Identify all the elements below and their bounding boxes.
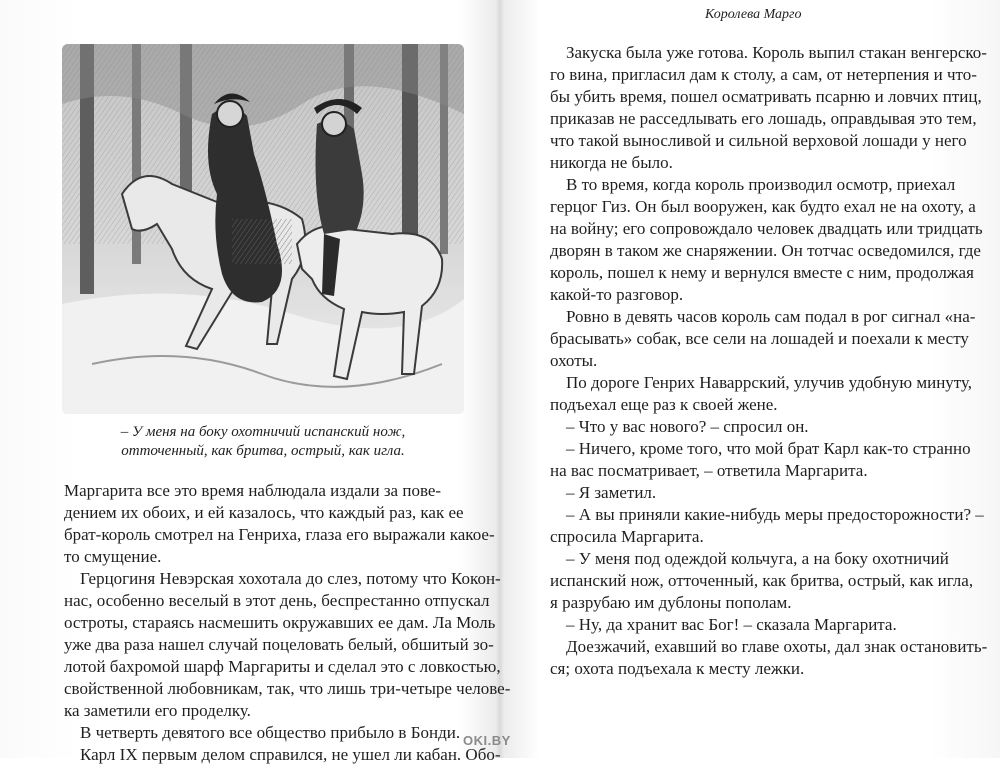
left-text-line: свойственной любовникам, так, что лишь три-четыре челове- <box>64 679 511 698</box>
left-text-line: Герцогиня Невэрская хохотала до слез, потому что Кокон- <box>80 569 501 588</box>
right-text-line: брасывать» собак, все сели на лошадей и поехали к месту <box>550 329 969 348</box>
illustration-caption-line-1: – У меня на боку охотничий испанский нож, <box>120 424 406 440</box>
right-text-line: что такой выносливой и сильной верховой лошади у него <box>550 131 967 150</box>
right-text-line: – А вы приняли какие-нибудь меры предосторожности? – <box>566 505 984 524</box>
right-text-line: герцог Гиз. Он был вооружен, как будто ехал не на охоту, а <box>550 197 976 216</box>
right-text-line: спросила Маргарита. <box>550 527 704 546</box>
right-text-line: – У меня под одеждой кольчуга, а на боку охотничий <box>566 549 949 568</box>
site-watermark: OKI.BY <box>463 733 511 748</box>
left-text-line: Карл IX первым делом справился, не ушел ли кабан. Обо- <box>80 745 501 764</box>
right-text-line: охоты. <box>550 351 598 370</box>
right-text-line: – Ничего, кроме того, что мой брат Карл как-то странно <box>566 439 971 458</box>
riders-engraving-icon <box>62 44 464 414</box>
right-text-line: ся; охота подъехала к месту лежки. <box>550 659 805 678</box>
right-text-line: приказав не расседлывать его лошадь, оправдывая это тем, <box>550 109 977 128</box>
right-text-line: бы убить время, пошел осматривать псарню и ловчих птиц, <box>550 87 982 106</box>
right-text-line: – Ну, да хранит вас Бог! – сказала Маргарита. <box>566 615 897 634</box>
right-text-line: я разрубаю им дублоны пополам. <box>550 593 792 612</box>
illustration-caption-line-2: отточенный, как бритва, острый, как игла. <box>121 443 405 459</box>
right-text-line: дворян в таком же снаряжении. Он тотчас осведомился, где <box>550 241 981 260</box>
left-text-line: дением их обоих, и ей казалось, что каждый раз, как ее <box>64 503 464 522</box>
right-text-line: Закуска была уже готова. Король выпил стакан венгерско- <box>566 43 987 62</box>
right-text-line: подъехал еще раз к своей жене. <box>550 395 778 414</box>
left-text-line: ка заметили его проделку. <box>64 701 251 720</box>
right-text-line: испанский нож, отточенный, как бритва, острый, как игла, <box>550 571 974 590</box>
left-text-line: то смущение. <box>64 547 162 566</box>
right-page <box>500 0 1000 758</box>
engraving-illustration <box>62 44 464 414</box>
left-text-line: уже два раза нашел случай поцеловать белый, обшитый зо- <box>64 635 494 654</box>
right-text-line: – Что у вас нового? – спросил он. <box>566 417 809 436</box>
right-text-line: Ровно в девять часов король сам подал в рог сигнал «на- <box>566 307 976 326</box>
right-text-line: – Я заметил. <box>566 483 657 502</box>
running-head: Королева Марго <box>705 7 802 22</box>
left-text-line: Маргарита все это время наблюдала издали за пове- <box>64 481 442 500</box>
left-text-line: В четверть девятого все общество прибыло в Бонди. <box>80 723 461 742</box>
right-text-line: Доезжачий, ехавший во главе охоты, дал знак остановить- <box>566 637 988 656</box>
left-text-line: лотой бахромой шарф Маргариты и сделал это с ловкостью, <box>64 657 501 676</box>
left-text-line: нас, особенно веселый в этот день, беспрестанно отпускал <box>64 591 490 610</box>
right-text-line: По дороге Генрих Наваррский, улучив удобную минуту, <box>566 373 973 392</box>
right-text-line: какой-то разговор. <box>550 285 684 304</box>
right-text-line: на войну; его сопровождало человек двадцать или тридцать <box>550 219 983 238</box>
right-text-line: на вас посматривает, – ответила Маргарита. <box>550 461 868 480</box>
right-text-line: В то время, когда король производил осмотр, приехал <box>566 175 956 194</box>
right-text-line: никогда не было. <box>550 153 673 172</box>
right-text-line: го вина, пригласил дам к столу, а сам, от нетерпения и что- <box>550 65 977 84</box>
left-text-line: брат-король смотрел на Генриха, глаза его выражали какое- <box>64 525 495 544</box>
right-text-line: король, пошел к нему и вернулся вместе с ним, продолжая <box>550 263 974 282</box>
left-text-line: остроты, стараясь насмешить окружавших ее дам. Ла Моль <box>64 613 496 632</box>
